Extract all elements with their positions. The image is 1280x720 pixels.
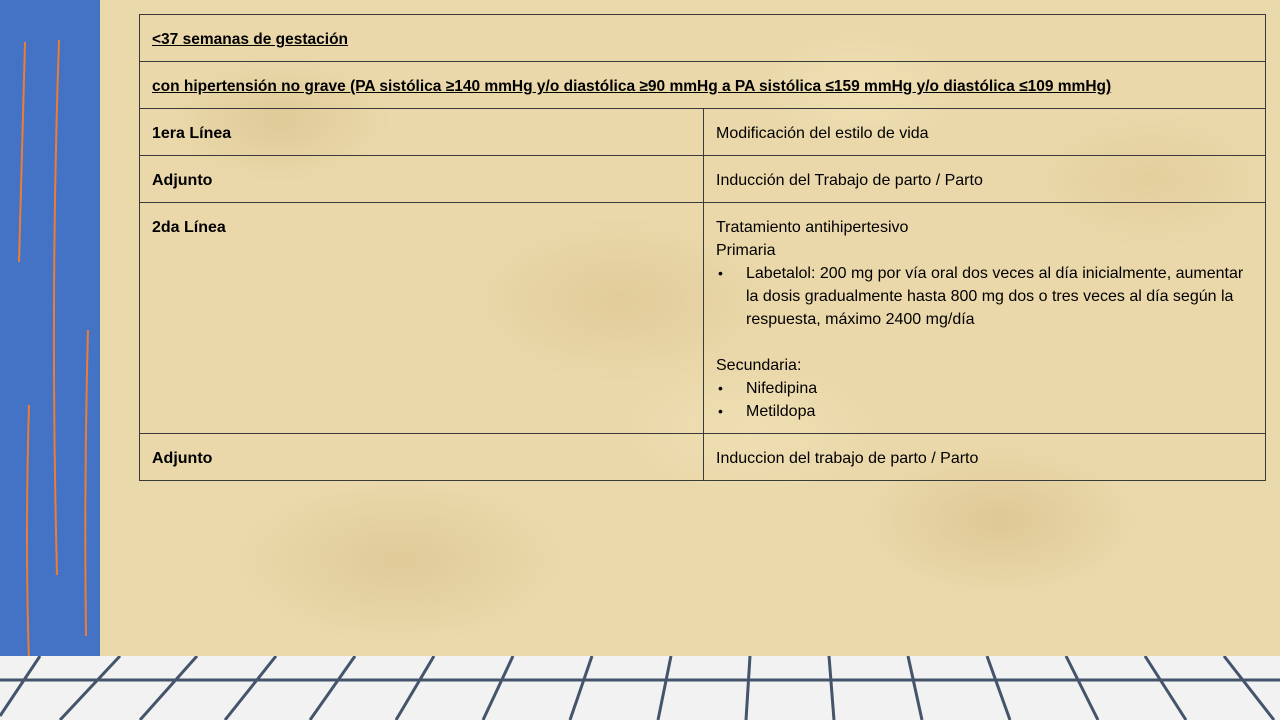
row-value-treatment [704, 203, 1266, 434]
gestation-header: <37 semanas de gestación [140, 15, 1266, 62]
list-item: • Labetalol: 200 mg por vía oral dos veces al día inicialmente, aumentar la dosis gradualmente hasta 800 mg dos o tres veces al día según la respuesta, máximo 2400 mg/día [746, 262, 1253, 331]
primary-list [716, 262, 1253, 331]
table-row [140, 434, 1266, 481]
row-label: 1era Línea [140, 109, 704, 156]
table-row [140, 203, 1266, 434]
curtain-decoration [0, 0, 100, 680]
hypertension-criteria-header: con hipertensión no grave (PA sistólica ≥140 mmHg y/o diastólica ≥90 mmHg a PA sistólica ≤159 mmHg y/o diastólica ≤109 mmHg) [140, 62, 1266, 109]
table-header-row [140, 15, 1266, 62]
row-value: Modificación del estilo de vida [704, 109, 1266, 156]
row-label: Adjunto [140, 434, 704, 481]
row-label: Adjunto [140, 156, 704, 203]
primary-label: Primaria [716, 242, 776, 259]
table-row [140, 109, 1266, 156]
floor-decoration [0, 656, 1280, 720]
spacer [716, 331, 1253, 354]
list-item: • Metildopa [746, 400, 1253, 423]
secondary-label: Secundaria: [716, 357, 802, 374]
row-label: 2da Línea [140, 203, 704, 434]
table-row [140, 156, 1266, 203]
treatment-table [139, 14, 1266, 481]
row-value: Inducción del Trabajo de parto / Parto [704, 156, 1266, 203]
secondary-list [716, 377, 1253, 423]
floor-lines [0, 656, 1280, 720]
list-item: • Nifedipina [746, 377, 1253, 400]
row-value: Induccion del trabajo de parto / Parto [704, 434, 1266, 481]
treatment-title: Tratamiento antihipertesivo [716, 219, 909, 236]
curtain-lines [0, 0, 100, 680]
table-header-row [140, 62, 1266, 109]
